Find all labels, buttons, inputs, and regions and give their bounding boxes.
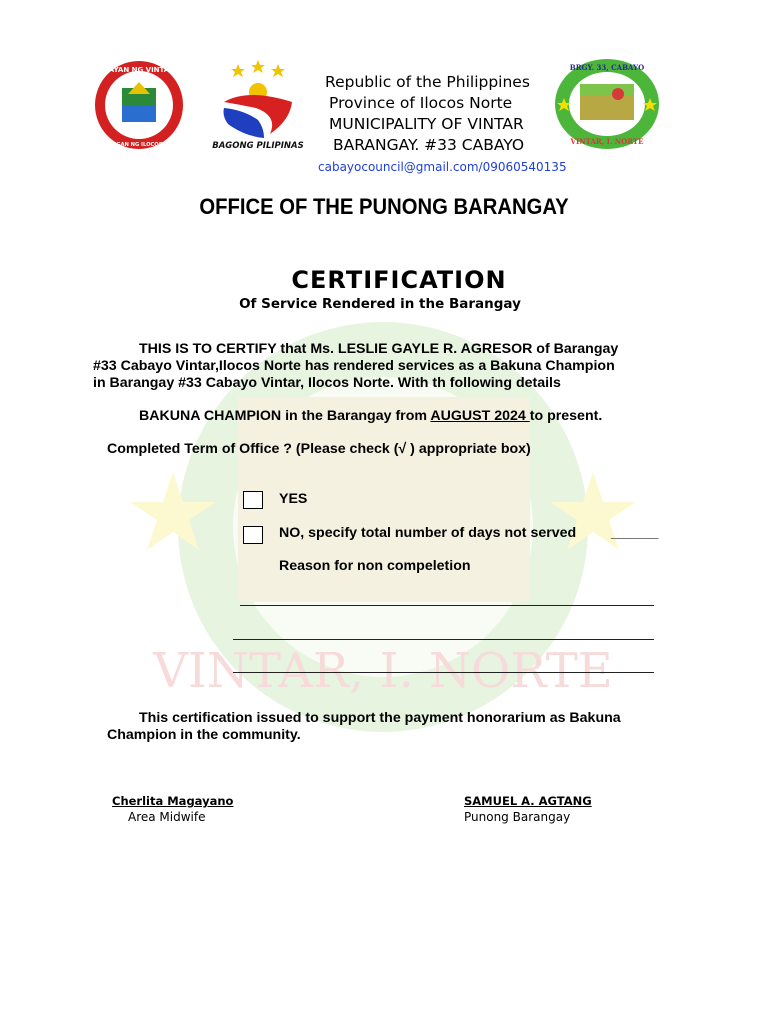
header-line-1: Republic of the Philippines <box>325 73 530 91</box>
reason-line-1[interactable] <box>240 605 654 606</box>
header-line-4: BARANGAY. #33 CABAYO <box>333 136 525 154</box>
office-title: OFFICE OF THE PUNONG BARANGAY <box>199 194 569 219</box>
letterhead <box>318 72 567 178</box>
certify-paragraph <box>93 341 675 392</box>
svg-text:VINTAR, I. NORTE: VINTAR, I. NORTE <box>153 643 613 699</box>
header-line-2: Province of Ilocos Norte <box>329 94 513 112</box>
no-label: NO, specify total number of days not served <box>279 525 577 541</box>
closing-paragraph <box>107 710 687 744</box>
certification-title: CERTIFICATION <box>291 266 507 294</box>
term-question: Completed Term of Office ? (Please check (√ ) appropriate box) <box>107 441 531 457</box>
reason-line-2[interactable] <box>233 639 654 640</box>
reason-line-3[interactable] <box>233 672 654 673</box>
champion-period <box>139 408 699 425</box>
punong-barangay-title: Punong Barangay <box>464 810 571 824</box>
certify-line-1: THIS IS TO CERTIFY that Ms. LESLIE GAYLE R. AGRESOR of Barangay <box>139 341 619 357</box>
period-start-date: AUGUST 2024 <box>430 408 530 424</box>
yes-checkbox[interactable] <box>243 491 263 509</box>
punong-barangay-name: SAMUEL A. AGTANG <box>464 794 592 808</box>
vintar-seal-logo <box>92 60 186 150</box>
period-suffix: to present. <box>529 408 603 424</box>
svg-text:BRGY. 33, CABAYO: BRGY. 33, CABAYO <box>569 63 645 72</box>
certify-line-3: in Barangay #33 Cabayo Vintar, Ilocos Norte. With th following details <box>93 375 561 391</box>
bagong-pilipinas-logo <box>208 58 308 154</box>
days-not-served-blank[interactable]: ______ <box>611 525 659 541</box>
period-prefix: BAKUNA CHAMPION in the Barangay from <box>139 408 431 424</box>
svg-text:LALAWIGAN NG ILOCOS NORTE: LALAWIGAN NG ILOCOS NORTE <box>94 142 184 148</box>
midwife-title: Area Midwife <box>128 810 206 824</box>
yes-label: YES <box>279 491 308 507</box>
svg-text:BAYAN NG VINTAR: BAYAN NG VINTAR <box>103 66 175 74</box>
contact-email: cabayocouncil@gmail.com/09060540135 <box>318 160 567 174</box>
closing-line-2: Champion in the community. <box>107 727 301 743</box>
certify-line-2: #33 Cabayo Vintar,Ilocos Norte has rendered services as a Bakuna Champion <box>93 358 615 374</box>
cabayo-seal-logo <box>554 58 660 150</box>
svg-text:BAGONG PILIPINAS: BAGONG PILIPINAS <box>212 141 304 151</box>
reason-label: Reason for non compeletion <box>279 558 471 574</box>
svg-text:VINTAR, I. NORTE: VINTAR, I. NORTE <box>570 137 644 146</box>
certification-subtitle: Of Service Rendered in the Barangay <box>239 296 521 312</box>
header-line-3: MUNICIPALITY OF VINTAR <box>329 115 524 133</box>
midwife-name: Cherlita Magayano <box>112 794 234 808</box>
no-checkbox[interactable] <box>243 526 263 544</box>
closing-line-1: This certification issued to support the payment honorarium as Bakuna <box>139 710 621 726</box>
